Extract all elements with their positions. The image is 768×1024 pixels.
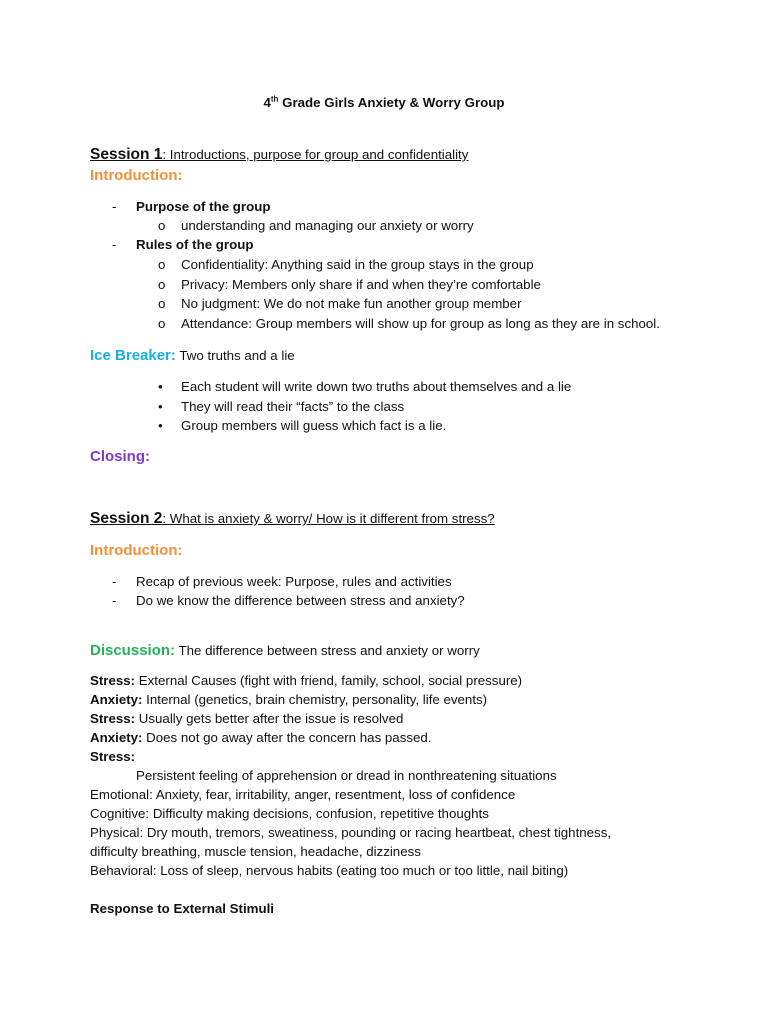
comparison-line: Stress: External Causes (fight with friend, family, school, social pressure) bbox=[90, 673, 523, 688]
symptom-line: Physical: Dry mouth, tremors, sweatiness, pounding or racing heartbeat, chest tightness, bbox=[90, 825, 612, 840]
session-2-introduction-heading: Introduction: bbox=[90, 542, 183, 559]
circle-marker: o bbox=[158, 218, 166, 233]
dash-marker: - bbox=[112, 593, 117, 608]
rule-item: No judgment: We do not make fun another group member bbox=[181, 296, 522, 311]
persistent-line: Persistent feeling of apprehension or dread in nonthreatening situations bbox=[136, 768, 557, 783]
symptom-line: Cognitive: Difficulty making decisions, confusion, repetitive thoughts bbox=[90, 806, 489, 821]
comparison-line: Anxiety: Does not go away after the concern has passed. bbox=[90, 730, 432, 745]
session-1-introduction-heading: Introduction: bbox=[90, 167, 183, 184]
bullet-marker: • bbox=[158, 379, 163, 394]
bullet-marker: • bbox=[158, 418, 163, 433]
intro-item: Recap of previous week: Purpose, rules and activities bbox=[136, 574, 452, 589]
purpose-heading: Purpose of the group bbox=[136, 199, 271, 214]
rule-item: Confidentiality: Anything said in the group stays in the group bbox=[181, 257, 534, 272]
icebreaker-item: They will read their “facts” to the class bbox=[181, 399, 405, 414]
purpose-item: understanding and managing our anxiety or worry bbox=[181, 218, 474, 233]
circle-marker: o bbox=[158, 257, 166, 272]
session-1-heading: Session 1: Introductions, purpose for group and confidentiality bbox=[90, 146, 469, 163]
bullet-marker: • bbox=[158, 399, 163, 414]
symptom-line: Behavioral: Loss of sleep, nervous habits (eating too much or too little, nail biting) bbox=[90, 863, 569, 878]
symptom-line: difficulty breathing, muscle tension, headache, dizziness bbox=[90, 844, 421, 859]
comparison-line: Stress: Usually gets better after the issue is resolved bbox=[90, 711, 404, 726]
document-title: 4th Grade Girls Anxiety & Worry Group bbox=[263, 94, 505, 110]
discussion-heading: Discussion: The difference between stress and anxiety or worry bbox=[90, 642, 480, 659]
symptom-line: Emotional: Anxiety, fear, irritability, anger, resentment, loss of confidence bbox=[90, 787, 516, 802]
comparison-line: Stress: bbox=[90, 749, 136, 764]
rule-item: Attendance: Group members will show up for group as long as they are in school. bbox=[181, 316, 660, 331]
dash-marker: - bbox=[112, 199, 117, 214]
dash-marker: - bbox=[112, 574, 117, 589]
circle-marker: o bbox=[158, 277, 166, 292]
circle-marker: o bbox=[158, 296, 166, 311]
icebreaker-item: Each student will write down two truths about themselves and a lie bbox=[181, 379, 572, 394]
circle-marker: o bbox=[158, 316, 166, 331]
icebreaker-heading: Ice Breaker: Two truths and a lie bbox=[90, 347, 295, 364]
dash-marker: - bbox=[112, 237, 117, 252]
rules-heading: Rules of the group bbox=[136, 237, 254, 252]
rule-item: Privacy: Members only share if and when they’re comfortable bbox=[181, 277, 541, 292]
comparison-line: Anxiety: Internal (genetics, brain chemistry, personality, life events) bbox=[90, 692, 488, 707]
icebreaker-item: Group members will guess which fact is a lie. bbox=[181, 418, 447, 433]
session-2-heading: Session 2: What is anxiety & worry/ How is it different from stress? bbox=[90, 510, 495, 527]
response-heading: Response to External Stimuli bbox=[90, 901, 274, 916]
intro-item: Do we know the difference between stress and anxiety? bbox=[136, 593, 465, 608]
closing-heading: Closing: bbox=[90, 448, 150, 465]
